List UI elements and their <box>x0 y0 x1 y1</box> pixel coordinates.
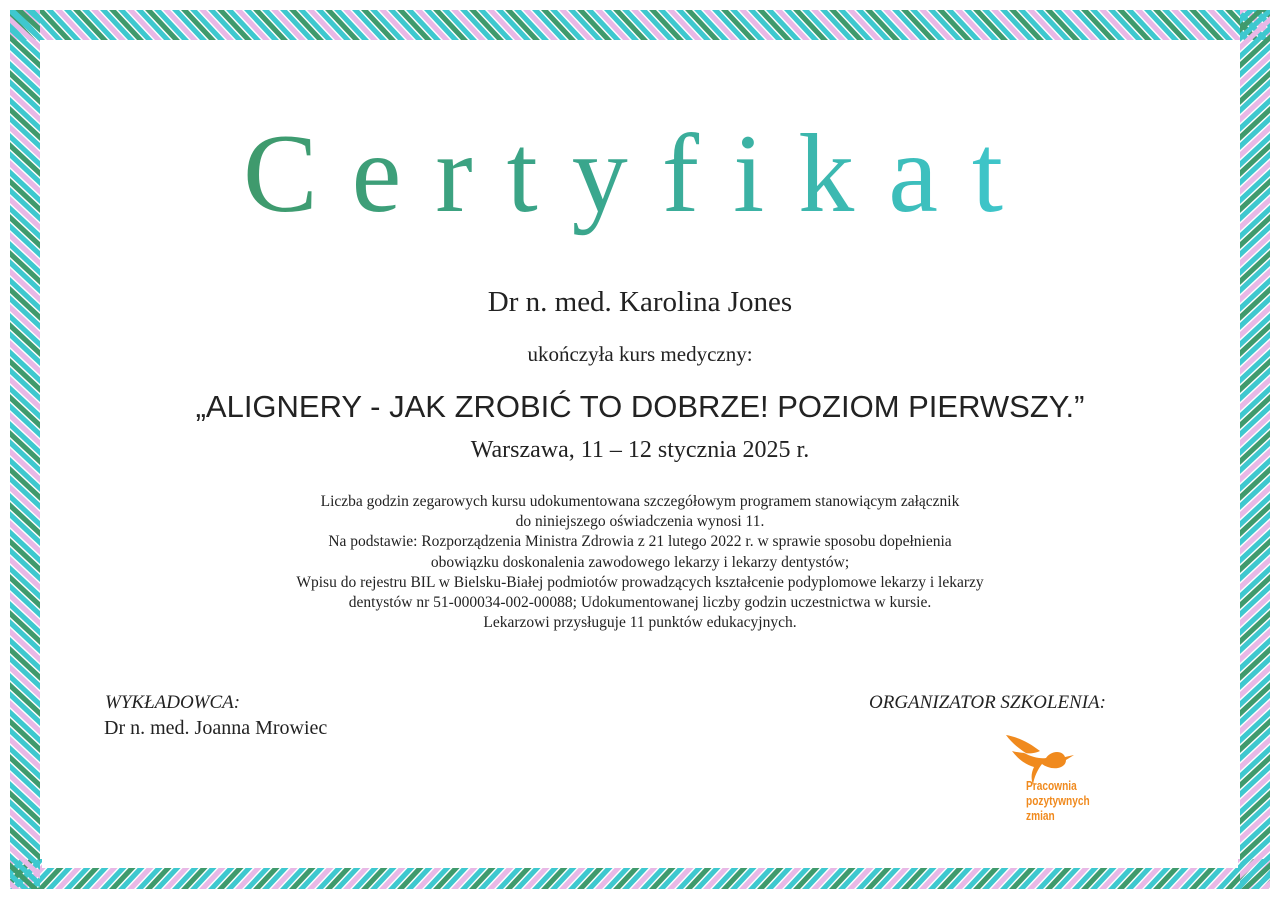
course-name: „ALIGNERY - JAK ZROBIĆ TO DOBRZE! POZIOM PIERWSZY.” <box>195 389 1085 424</box>
lecturer-name: Dr n. med. Joanna Mrowiec <box>104 717 328 739</box>
certificate-title <box>0 112 1280 236</box>
body-line: obowiązku doskonalenia zawodowego lekarzy i lekarzy dentystów; <box>430 553 850 571</box>
body-line: Lekarzowi przysługuje 11 punktów edukacyjnych. <box>483 614 797 632</box>
logo-line: zmian <box>1026 808 1055 823</box>
organizer-logo-text <box>1026 778 1090 823</box>
lecturer-label: WYKŁADOWCA: <box>105 692 241 713</box>
organizer-label: ORGANIZATOR SZKOLENIA: <box>869 692 1106 713</box>
completion-statement: ukończyła kurs medyczny: <box>527 342 753 366</box>
body-line: Liczba godzin zegarowych kursu udokumentowana szczegółowym programem stanowiącym załącznik <box>320 493 960 510</box>
certificate-title-text: Certyfikat <box>242 112 1038 236</box>
place-and-date: Warszawa, 11 – 12 stycznia 2025 r. <box>470 437 810 463</box>
body-line: do niniejszego oświadczenia wynosi 11. <box>515 513 765 531</box>
recipient-name: Dr n. med. Karolina Jones <box>487 286 793 318</box>
body-line: Na podstawie: Rozporządzenia Ministra Zdrowia z 21 lutego 2022 r. w sprawie sposobu dopełnienia <box>328 533 952 551</box>
logo-line: pozytywnych <box>1026 793 1090 808</box>
body-line: dentystów nr 51-000034-002-00088; Udokumentowanej liczby godzin uczestnictwa w kursie. <box>348 594 932 612</box>
body-line: Wpisu do rejestru BIL w Bielsku-Białej podmiotów prowadzących kształcenie podyplomowe lekarzy i lekarzy <box>296 573 984 591</box>
certificate-body <box>140 492 1140 633</box>
logo-line: Pracownia <box>1026 778 1077 793</box>
